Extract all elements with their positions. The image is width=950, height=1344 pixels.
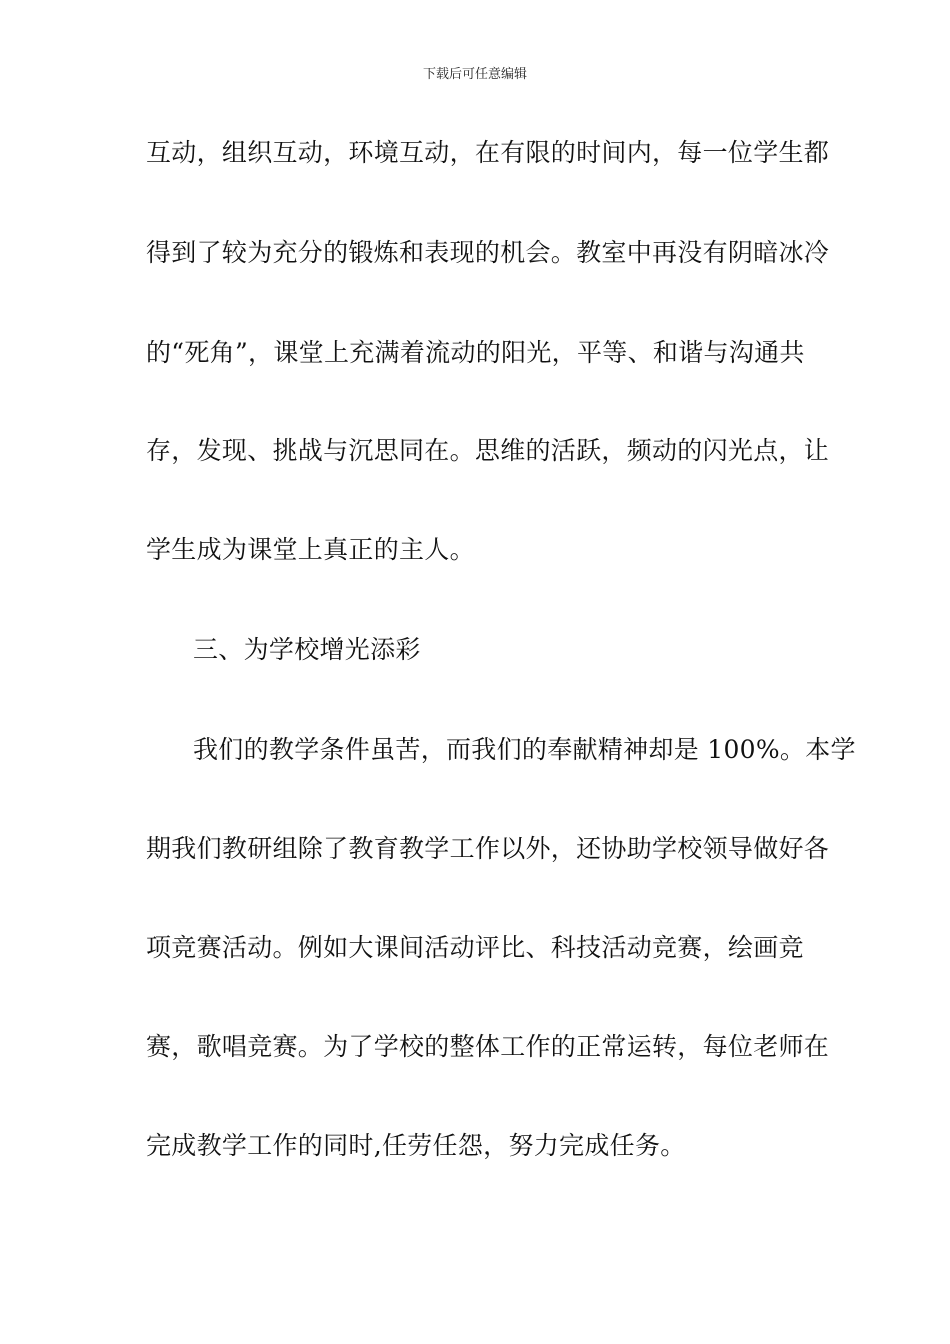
header-note: 下载后可任意编辑 — [422, 67, 527, 82]
paragraph-line: 完成教学工作的同时,任劳任怨，努力完成任务。 — [146, 1131, 686, 1160]
paragraph-line: 我们的教学条件虽苦，而我们的奉献精神却是 100%。本学 — [193, 735, 856, 764]
paragraph-line: 互动，组织互动，环境互动，在有限的时间内，每一位学生都 — [146, 138, 830, 167]
paragraph-line: 期我们教研组除了教育教学工作以外，还协助学校领导做好各 — [146, 834, 830, 863]
section-heading: 三、为学校增光添彩 — [193, 635, 421, 664]
paragraph-line: 得到了较为充分的锻炼和表现的机会。教室中再没有阴暗冰冷 — [146, 238, 830, 267]
paragraph-line: 学生成为课堂上真正的主人。 — [146, 535, 475, 564]
paragraph-line: 赛，歌唱竞赛。为了学校的整体工作的正常运转，每位老师在 — [146, 1032, 830, 1061]
paragraph-line: 的“死角”，课堂上充满着流动的阳光，平等、和谐与沟通共 — [146, 338, 805, 367]
paragraph-line: 项竞赛活动。例如大课间活动评比、科技活动竞赛，绘画竞 — [146, 933, 804, 962]
paragraph-line: 存，发现、挑战与沉思同在。思维的活跃，频动的闪光点，让 — [146, 436, 830, 465]
